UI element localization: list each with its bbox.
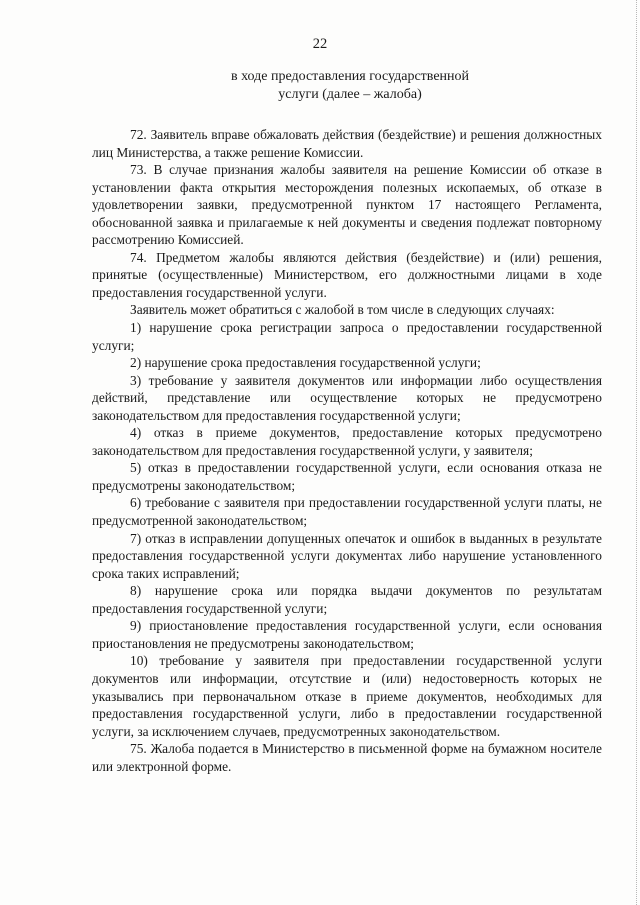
list-item-8: 8) нарушение срока или порядка выдачи документов по результатам предоставления государственной услуги; (92, 583, 602, 616)
page-number: 22 (312, 36, 328, 52)
section-heading-line: в ходе предоставления государственной (230, 69, 470, 84)
paragraph-74: 74. Предметом жалобы являются действия (бездействие) и (или) решения, принятые (осуществленные) Министерством, его должностными лицами в ходе предоставления государственной услуги. (92, 249, 602, 300)
paragraph-72: 72. Заявитель вправе обжаловать действия (бездействие) и решения должностных лиц Министерства, а также решение Комиссии. (92, 127, 602, 160)
section-heading-line: услуги (далее – жалоба) (278, 87, 422, 102)
document-body (92, 126, 602, 775)
paragraph-75: 75. Жалоба подается в Министерство в письменной форме на бумажном носителе или электронной форме. (92, 741, 602, 774)
paragraph-cases-intro: Заявитель может обратиться с жалобой в том числе в следующих случаях: (130, 302, 555, 318)
list-item-5: 5) отказ в предоставлении государственной услуги, если основания отказа не предусмотрены законодательством; (92, 460, 602, 493)
list-item-1: 1) нарушение срока регистрации запроса о предоставлении государственной услуги; (92, 320, 602, 353)
scan-edge (635, 0, 637, 905)
list-item-9: 9) приостановление предоставления государственной услуги, если основания приостановления не предусмотрены законодательством; (92, 618, 602, 651)
section-heading (100, 68, 600, 104)
paragraph-73: 73. В случае признания жалобы заявителя на решение Комиссии об отказе в установлении факта открытия месторождения полезных ископаемых, об отказе в удовлетворении заявки, предусмотренной пунктом 17 настоящего Регламента, обоснованной заявка и прилагаемые к ней документы и сведения подлежат повторному рассмотрению Комиссией. (92, 162, 602, 248)
list-item-10: 10) требование у заявителя при предоставлении государственной услуги документов или информации, отсутствие и (или) недостоверность которых не указывались при первоначальном отказе в приеме документов, необходимых для предоставления государственной услуги, либо в предоставлении государственной услуги, за исключением случаев, предусмотренных законодательством. (92, 653, 602, 739)
list-item-2: 2) нарушение срока предоставления государственной услуги; (130, 355, 481, 371)
list-item-6: 6) требование с заявителя при предоставлении государственной услуги платы, не предусмотренной законодательством; (92, 495, 602, 529)
list-item-7: 7) отказ в исправлении допущенных опечаток и ошибок в выданных в результате предоставления государственной услуги документах либо нарушение установленного срока таких исправлений; (92, 530, 602, 581)
list-item-4: 4) отказ в приеме документов, предоставление которых предусмотрено законодательством для предоставления государственной услуги, у заявителя; (92, 425, 602, 458)
list-item-3: 3) требование у заявителя документов или информации либо осуществления действий, представление или осуществление которых не предусмотрено законодательством для предоставления государственной услуги; (92, 372, 602, 423)
